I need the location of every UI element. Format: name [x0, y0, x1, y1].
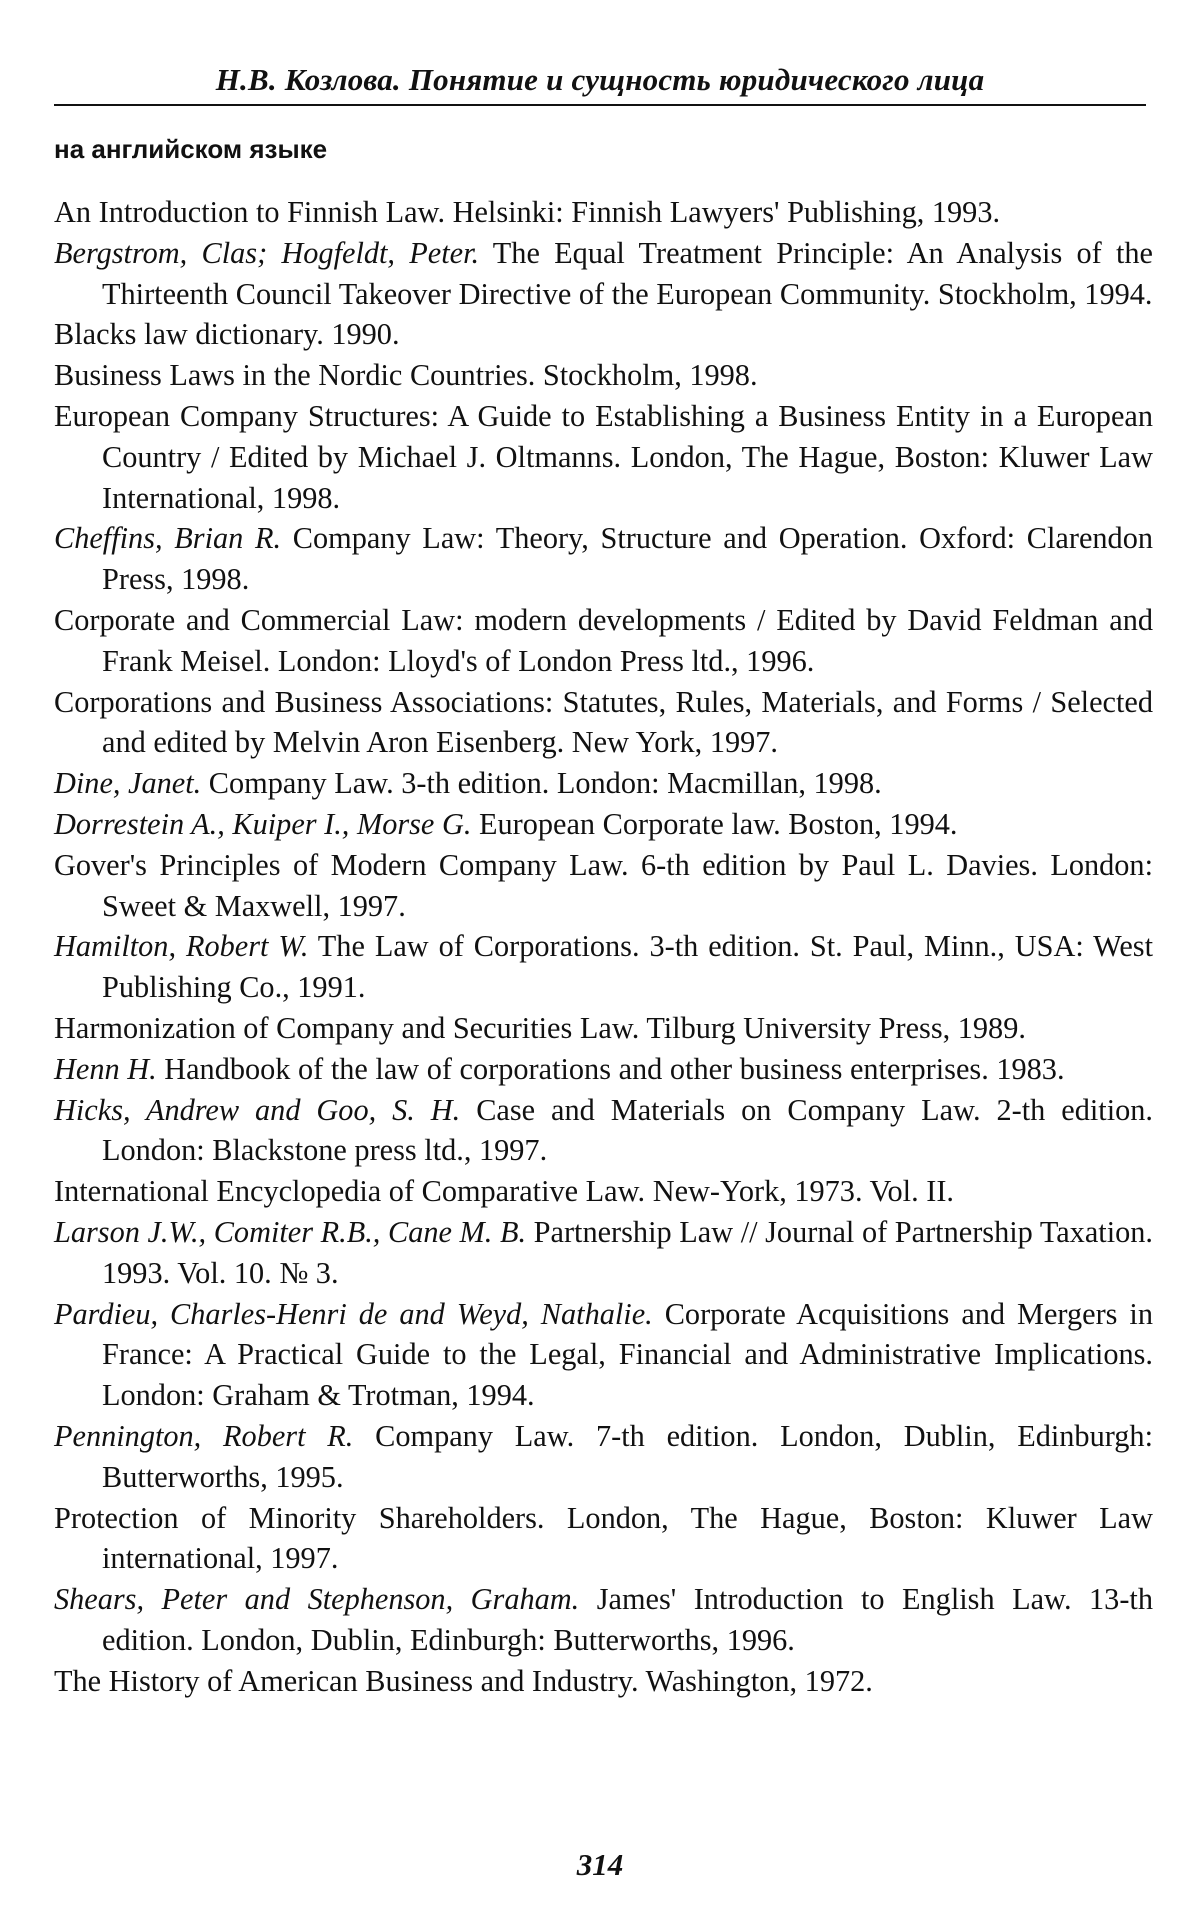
header-rule	[54, 104, 1146, 106]
reference-text: International Encyclopedia of Comparative Law. New-York, 1973. Vol. II.	[54, 1174, 954, 1208]
reference-item	[54, 1090, 1153, 1172]
reference-item	[54, 1171, 1153, 1212]
section-label: на английском языке	[54, 133, 327, 165]
reference-item	[54, 1579, 1153, 1661]
reference-text: Partnership Law // Journal of Partnership Taxation. 1993. Vol. 10. № 3.	[102, 1215, 1153, 1290]
reference-item	[54, 314, 1153, 355]
reference-item	[54, 1661, 1153, 1702]
reference-item	[54, 1498, 1153, 1580]
reference-text: Corporate Acquisitions and Mergers in France: A Practical Guide to the Legal, Financial and Administrative Implications. London: Graham & Trotman, 1994.	[102, 1297, 1153, 1413]
running-head: Н.В. Козлова. Понятие и сущность юридического лица	[54, 62, 1146, 98]
reference-item	[54, 396, 1153, 518]
reference-item	[54, 518, 1153, 600]
reference-list	[54, 192, 1153, 1701]
reference-item	[54, 1212, 1153, 1294]
reference-text: Corporations and Business Associations: Statutes, Rules, Materials, and Forms / Selected and edited by Melvin Aron Eisenberg. New York, 1997.	[54, 685, 1153, 760]
reference-item	[54, 192, 1153, 233]
reference-text: Case and Materials on Company Law. 2-th edition. London: Blackstone press ltd., 1997.	[102, 1093, 1153, 1168]
reference-text: Corporate and Commercial Law: modern developments / Edited by David Feldman and Frank Meisel. London: Lloyd's of London Press ltd., 1996.	[54, 603, 1153, 678]
reference-author: Dine, Janet.	[54, 766, 201, 800]
reference-text: The Equal Treatment Principle: An Analysis of the Thirteenth Council Takeover Directive of the European Community. Stockholm, 1994.	[102, 236, 1153, 311]
reference-text: Handbook of the law of corporations and other business enterprises. 1983.	[157, 1052, 1065, 1086]
reference-text: Protection of Minority Shareholders. London, The Hague, Boston: Kluwer Law international, 1997.	[54, 1501, 1153, 1576]
reference-item	[54, 600, 1153, 682]
reference-text: Company Law. 3-th edition. London: Macmillan, 1998.	[201, 766, 881, 800]
reference-item	[54, 1008, 1153, 1049]
reference-author: Pennington, Robert R.	[54, 1419, 353, 1453]
reference-author: Dorrestein A., Kuiper I., Morse G.	[54, 807, 471, 841]
reference-text: Harmonization of Company and Securities Law. Tilburg University Press, 1989.	[54, 1011, 1026, 1045]
reference-item	[54, 763, 1153, 804]
reference-item	[54, 233, 1153, 315]
reference-item	[54, 1049, 1153, 1090]
page-number: 314	[0, 1847, 1200, 1883]
reference-text: Blacks law dictionary. 1990.	[54, 317, 400, 351]
reference-author: Shears, Peter and Stephenson, Graham.	[54, 1582, 579, 1616]
reference-author: Cheffins, Brian R.	[54, 521, 281, 555]
reference-item	[54, 1416, 1153, 1498]
reference-item	[54, 804, 1153, 845]
reference-text: The Law of Corporations. 3-th edition. St. Paul, Minn., USA: West Publishing Co., 1991.	[102, 929, 1153, 1004]
book-page	[0, 0, 1200, 1931]
reference-text: European Corporate law. Boston, 1994.	[471, 807, 957, 841]
reference-text: Business Laws in the Nordic Countries. Stockholm, 1998.	[54, 358, 758, 392]
reference-author: Hamilton, Robert W.	[54, 929, 308, 963]
reference-text: James' Introduction to English Law. 13-th edition. London, Dublin, Edinburgh: Butterworths, 1996.	[102, 1582, 1153, 1657]
reference-text: Gover's Principles of Modern Company Law. 6-th edition by Paul L. Davies. London: Sweet & Maxwell, 1997.	[54, 848, 1153, 923]
reference-text: European Company Structures: A Guide to Establishing a Business Entity in a European Country / Edited by Michael J. Oltmanns. London, The Hague, Boston: Kluwer Law International, 1998.	[54, 399, 1153, 515]
reference-item	[54, 355, 1153, 396]
reference-text: Company Law: Theory, Structure and Operation. Oxford: Clarendon Press, 1998.	[102, 521, 1153, 596]
reference-author: Henn H.	[54, 1052, 157, 1086]
reference-author: Bergstrom, Clas; Hogfeldt, Peter.	[54, 236, 479, 270]
reference-text: Company Law. 7-th edition. London, Dublin, Edinburgh: Butterworths, 1995.	[102, 1419, 1153, 1494]
reference-text: An Introduction to Finnish Law. Helsinki: Finnish Lawyers' Publishing, 1993.	[54, 195, 1000, 229]
reference-item	[54, 926, 1153, 1008]
reference-item	[54, 845, 1153, 927]
reference-author: Pardieu, Charles-Henri de and Weyd, Nathalie.	[54, 1297, 653, 1331]
reference-item	[54, 682, 1153, 764]
reference-item	[54, 1294, 1153, 1416]
reference-text: The History of American Business and Industry. Washington, 1972.	[54, 1664, 873, 1698]
reference-author: Larson J.W., Comiter R.B., Cane M. B.	[54, 1215, 526, 1249]
reference-author: Hicks, Andrew and Goo, S. H.	[54, 1093, 460, 1127]
